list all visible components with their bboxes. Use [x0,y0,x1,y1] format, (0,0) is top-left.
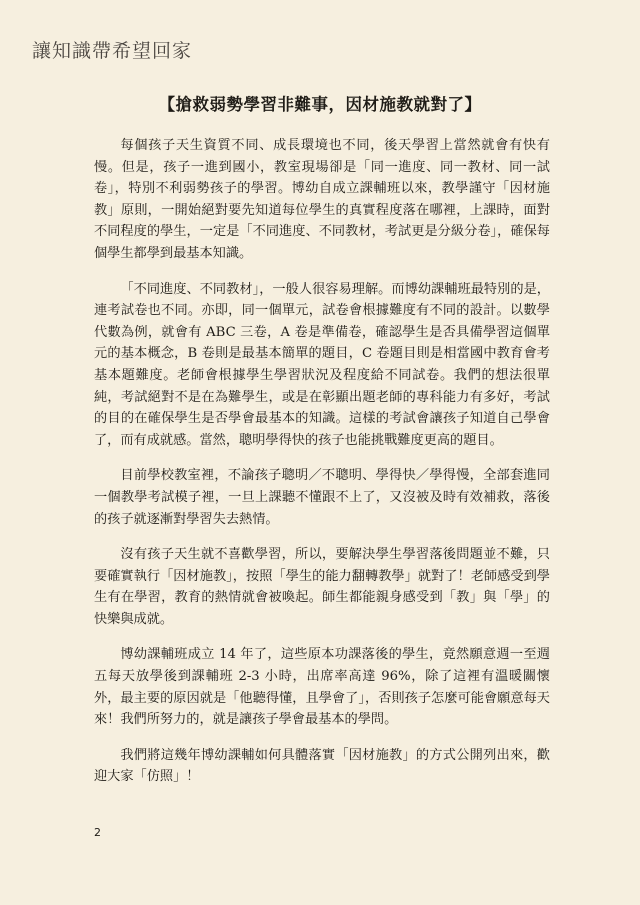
paragraph-3: 目前學校教室裡，不論孩子聰明／不聰明、學得快／學得慢，全部套進同一個教學考試模子裡，一旦上課聽不懂跟不上了，又沒被及時有效補救，落後的孩子就逐漸對學習失去熱情。 [94,468,550,527]
paragraph-4: 沒有孩子天生就不喜歡學習，所以，要解決學生學習落後問題並不難，只要確實執行「因材施教」，按照「學生的能力翻轉教學」就對了！老師感受到學生有在學習，教育的熱情就會被喚起。師生都能親身感受到「教」與「學」的快樂與成就。 [94,547,550,627]
paragraph-2: 「不同進度、不同教材」，一般人很容易理解。而博幼課輔班最特別的是，連考試卷也不同。亦即，同一個單元，試卷會根據難度有不同的設計。以數學代數為例，就會有 ABC 三卷，A 卷是準備卷，確認學生是否具備學習這個單元的基本概念，B 卷則是最基本簡單的題目，C 卷題目則是相當國中教育會考基本題難度。老師會根據學生學習狀況及程度給不同試卷。我們的想法很單純，考試絕對不是在為難學生，或是在彰顯出題老師的專科能力有多好，考試的目的在確保學生是否學會最基本的知識。這樣的考試會讓孩子知道自己學會了，而有成就感。當然，聰明學得快的孩子也能挑戰難度更高的題目。 [94,281,550,448]
page-number: 2 [94,826,101,839]
header-logo-text: 讓知識帶希望回家 [32,40,193,62]
document-body [94,135,550,802]
paragraph-1: 每個孩子天生資質不同、成長環境也不同，後天學習上當然就會有快有慢。但是，孩子一進到國小，教室現場卻是「同一進度、同一教材、同一試卷」，特別不利弱勢孩子的學習。博幼自成立課輔班以來，教學謹守「因材施教」原則，一開始絕對要先知道每位學生的真實程度落在哪裡，上課時，面對不同程度的學生，一定是「不同進度、不同教材，考試更是分級分卷」，確保每個學生都學到最基本知識。 [94,138,550,261]
paragraph-6: 我們將這幾年博幼課輔如何具體落實「因材施教」的方式公開列出來，歡迎大家「仿照」！ [94,747,550,785]
paragraph-5: 博幼課輔班成立 14 年了，這些原本功課落後的學生，竟然願意週一至週五每天放學後到課輔班 2-3 小時，出席率高達 96%，除了這裡有溫暖關懷外，最主要的原因就是「他聽得懂，且學會了」，否則孩子怎麼可能會願意每天來！我們所努力的，就是讓孩子學會最基本的學問。 [94,647,550,728]
page-title: 【搶救弱勢學習非難事，因材施教就對了】 [158,95,482,114]
